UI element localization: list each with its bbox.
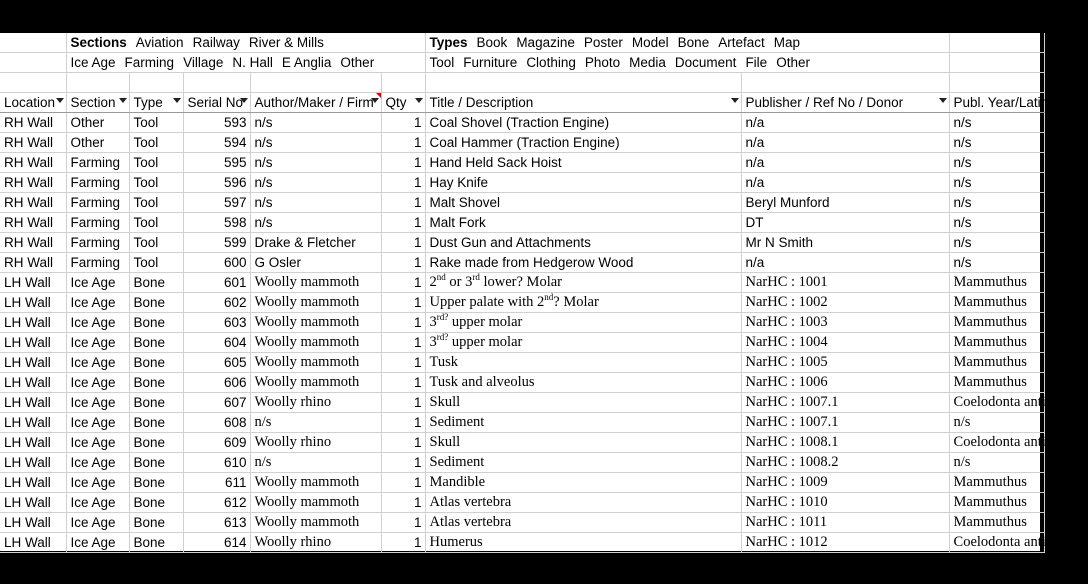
type-cell[interactable]: Bone <box>129 313 183 333</box>
section-cell[interactable]: Ice Age <box>66 273 129 293</box>
publisher-cell[interactable]: NarHC : 1002 <box>741 293 949 313</box>
table-row <box>0 333 1044 353</box>
qty-cell[interactable]: 1 <box>381 193 425 213</box>
superscript: nd <box>436 272 446 283</box>
type-cell[interactable]: Bone <box>129 433 183 453</box>
author-cell[interactable]: Woolly mammoth <box>250 513 381 533</box>
type-cell[interactable]: Bone <box>129 273 183 293</box>
year-latin-cell[interactable]: Mammuthus <box>949 353 1044 373</box>
type-cell[interactable]: Tool <box>129 233 183 253</box>
year-latin-cell[interactable]: Mammuthus <box>949 293 1044 313</box>
title-cell[interactable] <box>425 333 741 353</box>
year-latin-cell[interactable]: n/s <box>949 193 1044 213</box>
serial-cell[interactable]: 593 <box>183 113 250 133</box>
qty-cell[interactable]: 1 <box>381 253 425 273</box>
sections-legend-2[interactable] <box>66 53 425 73</box>
title-cell[interactable]: Skull <box>425 433 741 453</box>
author-cell[interactable]: n/s <box>250 213 381 233</box>
section-cell[interactable]: Ice Age <box>66 533 129 553</box>
legend-item: Clothing <box>526 55 576 70</box>
title-cell[interactable]: Rake made from Hedgerow Wood <box>425 253 741 273</box>
catalogue-table <box>0 33 1088 553</box>
qty-cell[interactable]: 1 <box>381 493 425 513</box>
table-row <box>0 453 1044 473</box>
author-cell[interactable]: n/s <box>250 453 381 473</box>
section-cell[interactable]: Farming <box>66 193 129 213</box>
section-cell[interactable]: Other <box>66 133 129 153</box>
publisher-cell[interactable]: NarHC : 1011 <box>741 513 949 533</box>
filter-dropdown-icon[interactable] <box>119 98 127 103</box>
cell[interactable] <box>0 53 66 73</box>
title-cell[interactable]: Humerus <box>425 533 741 553</box>
serial-cell[interactable]: 603 <box>183 313 250 333</box>
title-cell[interactable]: Coal Shovel (Traction Engine) <box>425 113 741 133</box>
filter-dropdown-icon[interactable] <box>56 98 64 103</box>
title-cell[interactable]: Sediment <box>425 453 741 473</box>
legend-item: Photo <box>584 55 621 70</box>
serial-cell[interactable]: 601 <box>183 273 250 293</box>
filter-dropdown-icon[interactable] <box>371 98 379 103</box>
legend-item: River & Mills <box>248 35 324 50</box>
author-cell[interactable]: Drake & Fletcher <box>250 233 381 253</box>
section-cell[interactable]: Ice Age <box>66 513 129 533</box>
column-header-label: Location <box>4 95 56 110</box>
qty-cell[interactable]: 1 <box>381 293 425 313</box>
column-header[interactable] <box>949 93 1049 113</box>
type-cell[interactable]: Bone <box>129 373 183 393</box>
serial-cell[interactable]: 609 <box>183 433 250 453</box>
filter-dropdown-icon[interactable] <box>939 98 947 103</box>
author-cell[interactable]: n/s <box>250 153 381 173</box>
type-cell[interactable]: Bone <box>129 533 183 553</box>
column-header-label: Publ. Year/Latin <box>953 95 1049 110</box>
publisher-cell[interactable]: NarHC : 1010 <box>741 493 949 513</box>
serial-cell[interactable]: 599 <box>183 233 250 253</box>
section-cell[interactable]: Ice Age <box>66 433 129 453</box>
filter-dropdown-icon[interactable] <box>731 98 739 103</box>
serial-cell[interactable]: 595 <box>183 153 250 173</box>
qty-cell[interactable]: 1 <box>381 433 425 453</box>
type-cell[interactable]: Bone <box>129 393 183 413</box>
table-row <box>0 353 1044 373</box>
legend-row-2 <box>0 53 1044 73</box>
publisher-cell[interactable]: NarHC : 1007.1 <box>741 393 949 413</box>
type-cell[interactable]: Tool <box>129 173 183 193</box>
publisher-cell[interactable]: NarHC : 1001 <box>741 273 949 293</box>
author-cell[interactable]: Woolly mammoth <box>250 373 381 393</box>
title-cell[interactable]: Skull <box>425 393 741 413</box>
location-cell[interactable]: LH Wall <box>0 273 66 293</box>
type-cell[interactable]: Bone <box>129 353 183 373</box>
qty-cell[interactable]: 1 <box>381 213 425 233</box>
text-part: 2 <box>429 274 437 290</box>
legend-item: Book <box>476 35 508 50</box>
legend-item: Bone <box>677 35 710 50</box>
year-latin-cell[interactable]: n/s <box>949 113 1044 133</box>
author-cell[interactable]: Woolly rhino <box>250 533 381 553</box>
location-cell[interactable]: LH Wall <box>0 293 66 313</box>
section-cell[interactable]: Ice Age <box>66 393 129 413</box>
legend-item: Tool <box>429 55 455 70</box>
year-latin-cell[interactable]: Mammuthus <box>949 493 1044 513</box>
table-row <box>0 393 1044 413</box>
title-cell[interactable]: Hand Held Sack Hoist <box>425 153 741 173</box>
serial-cell[interactable]: 597 <box>183 193 250 213</box>
text-part: upper molar <box>448 334 523 350</box>
superscript: rd? <box>436 332 449 343</box>
section-cell[interactable]: Ice Age <box>66 473 129 493</box>
table-row <box>0 193 1044 213</box>
column-header[interactable] <box>66 93 129 113</box>
year-latin-cell[interactable]: Mammuthus <box>949 373 1044 393</box>
qty-cell[interactable]: 1 <box>381 533 425 553</box>
text-part: ? Molar <box>553 294 599 310</box>
location-cell[interactable]: LH Wall <box>0 393 66 413</box>
table-row <box>0 313 1044 333</box>
publisher-cell[interactable]: n/a <box>741 253 949 273</box>
table-row <box>0 113 1044 133</box>
title-cell[interactable]: Malt Shovel <box>425 193 741 213</box>
location-cell[interactable]: RH Wall <box>0 233 66 253</box>
qty-cell[interactable]: 1 <box>381 133 425 153</box>
legend-item: Poster <box>583 35 623 50</box>
column-header-label: Section <box>70 95 116 110</box>
serial-cell[interactable]: 604 <box>183 333 250 353</box>
legend-item: Village <box>183 55 224 70</box>
location-cell[interactable]: LH Wall <box>0 473 66 493</box>
text-part: Upper palate with 2 <box>429 294 545 310</box>
table-row <box>0 373 1044 393</box>
title-cell[interactable]: Tusk <box>425 353 741 373</box>
table-row <box>0 253 1044 273</box>
type-cell[interactable]: Bone <box>129 493 183 513</box>
title-cell[interactable]: Coal Hammer (Traction Engine) <box>425 133 741 153</box>
location-cell[interactable]: LH Wall <box>0 373 66 393</box>
column-header[interactable] <box>250 93 381 113</box>
text-part: upper molar <box>448 314 523 330</box>
column-header[interactable] <box>741 93 949 113</box>
text-part: or 3 <box>445 274 473 290</box>
legend-item: Media <box>629 55 666 70</box>
legend-row-1 <box>0 33 1044 53</box>
publisher-cell[interactable]: n/a <box>741 173 949 193</box>
legend-item: Railway <box>192 35 240 50</box>
table-row <box>0 413 1044 433</box>
legend-item: Aviation <box>135 35 184 50</box>
type-cell[interactable]: Bone <box>129 413 183 433</box>
publisher-cell[interactable]: NarHC : 1007.1 <box>741 413 949 433</box>
type-cell[interactable]: Bone <box>129 293 183 313</box>
location-cell[interactable]: LH Wall <box>0 413 66 433</box>
author-cell[interactable]: n/s <box>250 133 381 153</box>
type-cell[interactable]: Tool <box>129 253 183 273</box>
title-cell[interactable]: Hay Knife <box>425 173 741 193</box>
column-header-label: Author/Maker / Firm <box>254 95 374 110</box>
table-row <box>0 533 1044 553</box>
author-cell[interactable]: n/s <box>250 173 381 193</box>
title-cell[interactable]: Sediment <box>425 413 741 433</box>
qty-cell[interactable]: 1 <box>381 113 425 133</box>
location-cell[interactable]: RH Wall <box>0 253 66 273</box>
legend-item: Artefact <box>718 35 765 50</box>
section-cell[interactable]: Farming <box>66 153 129 173</box>
legend-item: Other <box>776 55 810 70</box>
type-cell[interactable]: Bone <box>129 473 183 493</box>
text-part: 3 <box>429 314 437 330</box>
author-cell[interactable]: Woolly mammoth <box>250 353 381 373</box>
section-cell[interactable]: Farming <box>66 253 129 273</box>
publisher-cell[interactable]: NarHC : 1005 <box>741 353 949 373</box>
types-legend-1[interactable]: Types Book Magazine Poster Model Bone Artefact Map <box>425 33 949 53</box>
serial-cell[interactable]: 600 <box>183 253 250 273</box>
qty-cell[interactable]: 1 <box>381 453 425 473</box>
qty-cell[interactable]: 1 <box>381 393 425 413</box>
title-cell[interactable] <box>425 273 741 293</box>
year-latin-cell[interactable]: n/s <box>949 213 1044 233</box>
location-cell[interactable]: LH Wall <box>0 433 66 453</box>
column-header[interactable] <box>0 93 66 113</box>
author-cell[interactable]: Woolly mammoth <box>250 273 381 293</box>
author-cell[interactable]: Woolly mammoth <box>250 493 381 513</box>
publisher-cell[interactable]: NarHC : 1006 <box>741 373 949 393</box>
author-cell[interactable]: n/s <box>250 193 381 213</box>
section-cell[interactable]: Ice Age <box>66 453 129 473</box>
filter-dropdown-icon[interactable] <box>240 98 248 103</box>
legend-item: Other <box>340 55 375 70</box>
publisher-cell[interactable]: DT <box>741 213 949 233</box>
serial-cell[interactable]: 610 <box>183 453 250 473</box>
serial-cell[interactable]: 608 <box>183 413 250 433</box>
table-row <box>0 153 1044 173</box>
filter-dropdown-icon[interactable] <box>415 98 423 103</box>
location-cell[interactable]: LH Wall <box>0 513 66 533</box>
section-cell[interactable]: Ice Age <box>66 293 129 313</box>
section-cell[interactable]: Farming <box>66 233 129 253</box>
author-cell[interactable]: Woolly rhino <box>250 393 381 413</box>
title-cell[interactable]: Dust Gun and Attachments <box>425 233 741 253</box>
author-cell[interactable]: n/s <box>250 113 381 133</box>
location-cell[interactable]: LH Wall <box>0 453 66 473</box>
author-cell[interactable]: Woolly mammoth <box>250 473 381 493</box>
table-row <box>0 233 1044 253</box>
section-cell[interactable]: Ice Age <box>66 413 129 433</box>
publisher-cell[interactable]: NarHC : 1003 <box>741 313 949 333</box>
legend-item: Farming <box>124 55 175 70</box>
comment-indicator-icon <box>376 93 381 98</box>
table-row <box>0 133 1044 153</box>
year-latin-cell[interactable]: n/s <box>949 253 1044 273</box>
qty-cell[interactable]: 1 <box>381 413 425 433</box>
section-cell[interactable]: Farming <box>66 173 129 193</box>
publisher-cell[interactable]: NarHC : 1004 <box>741 333 949 353</box>
legend-item: Map <box>773 35 800 50</box>
legend-item: Document <box>674 55 737 70</box>
legend-item: N. Hall <box>232 55 273 70</box>
column-header[interactable] <box>381 93 425 113</box>
section-cell[interactable]: Farming <box>66 213 129 233</box>
table-row <box>0 473 1044 493</box>
legend-item: Magazine <box>516 35 575 50</box>
author-cell[interactable]: Woolly rhino <box>250 433 381 453</box>
publisher-cell[interactable]: NarHC : 1008.2 <box>741 453 949 473</box>
type-cell[interactable]: Bone <box>129 333 183 353</box>
title-cell[interactable] <box>425 293 741 313</box>
title-cell[interactable]: Mandible <box>425 473 741 493</box>
qty-cell[interactable]: 1 <box>381 353 425 373</box>
cell[interactable] <box>949 53 1044 73</box>
year-latin-cell[interactable]: Coelodonta antiquitatis <box>949 533 1044 553</box>
location-cell[interactable]: LH Wall <box>0 333 66 353</box>
section-cell[interactable]: Other <box>66 113 129 133</box>
publisher-cell[interactable]: n/a <box>741 113 949 133</box>
qty-cell[interactable]: 1 <box>381 373 425 393</box>
year-latin-cell[interactable]: n/s <box>949 173 1044 193</box>
qty-cell[interactable]: 1 <box>381 233 425 253</box>
year-latin-cell[interactable]: Mammuthus <box>949 333 1044 353</box>
title-cell[interactable]: Atlas vertebra <box>425 513 741 533</box>
year-latin-cell[interactable]: Mammuthus <box>949 273 1044 293</box>
year-latin-cell[interactable]: Coelodonta antiquitatis <box>949 393 1044 413</box>
serial-cell[interactable]: 596 <box>183 173 250 193</box>
author-cell[interactable]: Woolly mammoth <box>250 293 381 313</box>
author-cell[interactable]: G Osler <box>250 253 381 273</box>
qty-cell[interactable]: 1 <box>381 513 425 533</box>
year-latin-cell[interactable]: n/s <box>949 133 1044 153</box>
section-cell[interactable]: Ice Age <box>66 493 129 513</box>
year-latin-cell[interactable]: n/s <box>949 153 1044 173</box>
year-latin-cell[interactable]: Mammuthus <box>949 473 1044 493</box>
column-header-label: Serial No <box>187 95 244 110</box>
serial-cell[interactable]: 602 <box>183 293 250 313</box>
serial-cell[interactable]: 594 <box>183 133 250 153</box>
qty-cell[interactable]: 1 <box>381 153 425 173</box>
section-cell[interactable]: Ice Age <box>66 373 129 393</box>
serial-cell[interactable]: 611 <box>183 473 250 493</box>
legend-item: Ice Age <box>70 55 116 70</box>
legend-item: Furniture <box>463 55 518 70</box>
type-cell[interactable]: Tool <box>129 113 183 133</box>
column-header-label: Publisher / Ref No / Donor <box>745 95 904 110</box>
type-cell[interactable]: Bone <box>129 453 183 473</box>
location-cell[interactable]: RH Wall <box>0 133 66 153</box>
superscript: rd <box>472 272 480 283</box>
table-row <box>0 433 1044 453</box>
qty-cell[interactable]: 1 <box>381 173 425 193</box>
title-cell[interactable]: Atlas vertebra <box>425 493 741 513</box>
location-cell[interactable]: RH Wall <box>0 193 66 213</box>
table-row <box>0 273 1044 293</box>
column-header-label: Qty <box>385 95 407 110</box>
publisher-cell[interactable]: Mr N Smith <box>741 233 949 253</box>
column-header[interactable] <box>425 93 741 113</box>
qty-cell[interactable]: 1 <box>381 473 425 493</box>
publisher-cell[interactable]: n/a <box>741 153 949 173</box>
title-cell[interactable] <box>425 313 741 333</box>
type-cell[interactable]: Tool <box>129 133 183 153</box>
qty-cell[interactable]: 1 <box>381 313 425 333</box>
publisher-cell[interactable]: NarHC : 1009 <box>741 473 949 493</box>
location-cell[interactable]: RH Wall <box>0 213 66 233</box>
types-legend-2[interactable] <box>425 53 949 73</box>
spreadsheet-grid <box>0 33 1088 551</box>
superscript: nd <box>544 292 554 303</box>
location-cell[interactable]: LH Wall <box>0 313 66 333</box>
table-row <box>0 493 1044 513</box>
filter-dropdown-icon[interactable] <box>173 98 181 103</box>
publisher-cell[interactable]: n/a <box>741 133 949 153</box>
table-row <box>0 513 1044 533</box>
type-cell[interactable]: Tool <box>129 213 183 233</box>
author-cell[interactable]: n/s <box>250 413 381 433</box>
cell[interactable] <box>0 33 66 53</box>
location-cell[interactable]: RH Wall <box>0 173 66 193</box>
legend-item: E Anglia <box>281 55 332 70</box>
type-cell[interactable]: Bone <box>129 513 183 533</box>
header-row <box>0 93 1044 113</box>
sections-legend-1[interactable]: Sections Aviation Railway River & Mills <box>66 33 425 53</box>
type-cell[interactable]: Tool <box>129 193 183 213</box>
column-header-label: Type <box>133 95 163 110</box>
serial-cell[interactable]: 613 <box>183 513 250 533</box>
author-cell[interactable]: Woolly mammoth <box>250 313 381 333</box>
qty-cell[interactable]: 1 <box>381 333 425 353</box>
column-header[interactable] <box>129 93 183 113</box>
section-cell[interactable]: Ice Age <box>66 353 129 373</box>
location-cell[interactable]: LH Wall <box>0 533 66 553</box>
text-part: 3 <box>429 334 437 350</box>
superscript: rd? <box>436 312 449 323</box>
year-latin-cell[interactable]: Coelodonta antiquitatis <box>949 433 1044 453</box>
year-latin-cell[interactable]: n/s <box>949 233 1044 253</box>
location-cell[interactable]: RH Wall <box>0 113 66 133</box>
serial-cell[interactable]: 607 <box>183 393 250 413</box>
cell[interactable] <box>949 33 1044 53</box>
qty-cell[interactable]: 1 <box>381 273 425 293</box>
location-cell[interactable]: LH Wall <box>0 493 66 513</box>
legend-item: Model <box>631 35 669 50</box>
column-header-label: Title / Description <box>429 95 534 110</box>
section-cell[interactable]: Ice Age <box>66 313 129 333</box>
serial-cell[interactable]: 605 <box>183 353 250 373</box>
year-latin-cell[interactable]: Mammuthus <box>949 513 1044 533</box>
year-latin-cell[interactable]: Mammuthus <box>949 313 1044 333</box>
publisher-cell[interactable]: Beryl Munford <box>741 193 949 213</box>
text-part: lower? Molar <box>479 274 562 290</box>
serial-cell[interactable]: 598 <box>183 213 250 233</box>
table-row <box>0 293 1044 313</box>
section-cell[interactable]: Ice Age <box>66 333 129 353</box>
table-row <box>0 213 1044 233</box>
title-cell[interactable]: Tusk and alveolus <box>425 373 741 393</box>
publisher-cell[interactable]: NarHC : 1008.1 <box>741 433 949 453</box>
title-cell[interactable]: Malt Fork <box>425 213 741 233</box>
year-latin-cell[interactable]: n/s <box>949 413 1044 433</box>
author-cell[interactable]: Woolly mammoth <box>250 333 381 353</box>
location-cell[interactable]: LH Wall <box>0 353 66 373</box>
serial-cell[interactable]: 606 <box>183 373 250 393</box>
publisher-cell[interactable]: NarHC : 1012 <box>741 533 949 553</box>
year-latin-cell[interactable]: n/s <box>949 453 1044 473</box>
location-cell[interactable]: RH Wall <box>0 153 66 173</box>
type-cell[interactable]: Tool <box>129 153 183 173</box>
legend-item: File <box>745 55 768 70</box>
column-header[interactable] <box>183 93 250 113</box>
blank-row <box>0 73 1044 93</box>
serial-cell[interactable]: 614 <box>183 533 250 553</box>
table-row <box>0 173 1044 193</box>
serial-cell[interactable]: 612 <box>183 493 250 513</box>
